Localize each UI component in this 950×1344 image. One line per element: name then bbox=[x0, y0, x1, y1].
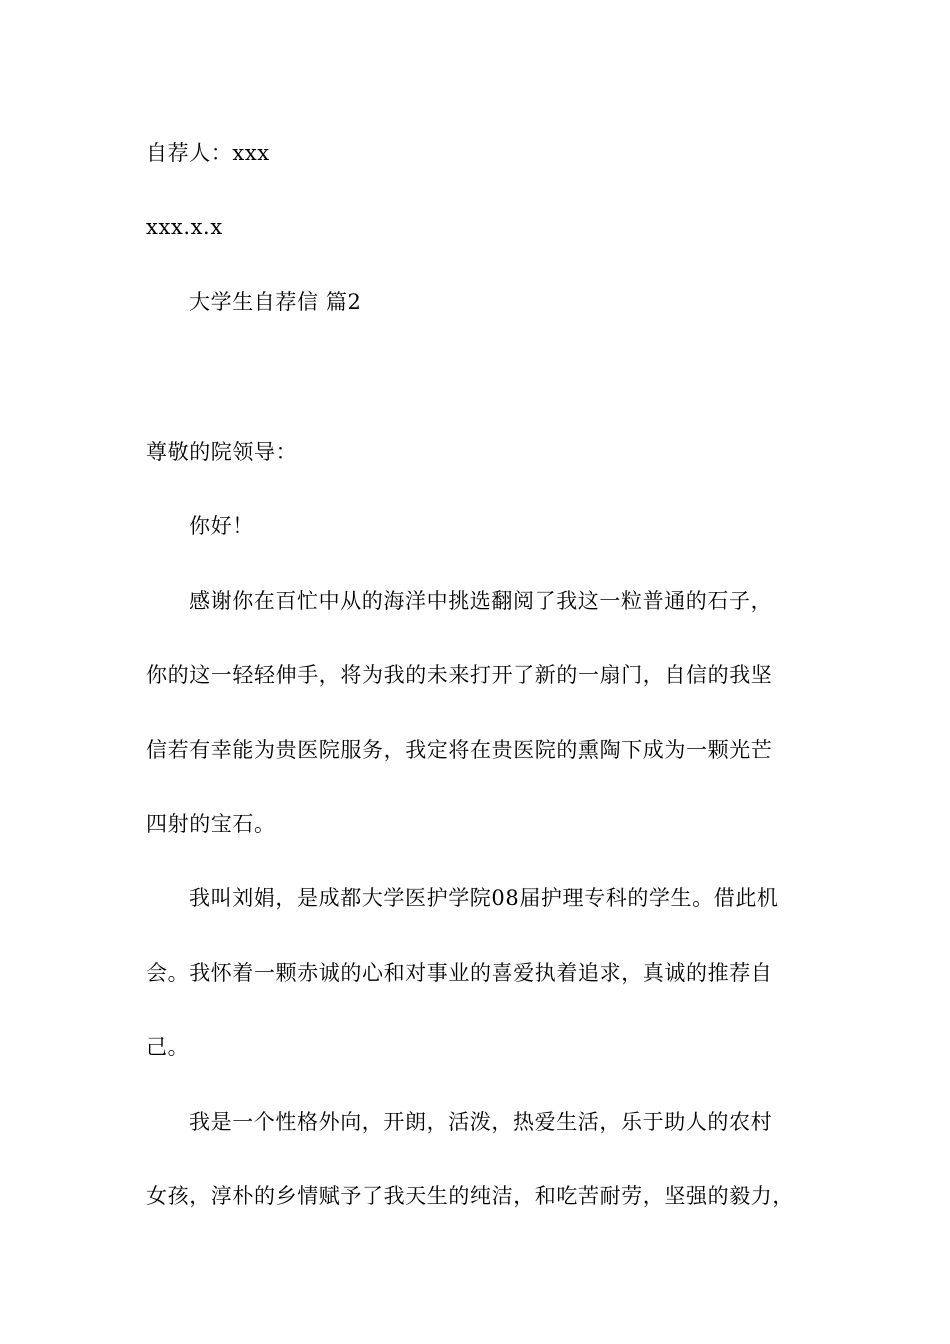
section-heading: 大学生自荐信 篇2 bbox=[189, 290, 362, 314]
paragraph-1-line-4: 四射的宝石。 bbox=[146, 812, 276, 836]
paragraph-3-line-2: 女孩，淳朴的乡情赋予了我天生的纯洁，和吃苦耐劳，坚强的毅力， bbox=[146, 1184, 794, 1208]
paragraph-1-line-1: 感谢你在百忙中从的海洋中挑选翻阅了我这一粒普通的石子， bbox=[189, 589, 773, 613]
paragraph-2-line-3: 己。 bbox=[146, 1035, 190, 1059]
signature-label: 自荐人：xxx bbox=[146, 141, 270, 165]
paragraph-1-line-3: 信若有幸能为贵医院服务，我定将在贵医院的熏陶下成为一颗光芒 bbox=[146, 738, 773, 762]
paragraph-2-line-1: 我叫刘娟，是成都大学医护学院08届护理专科的学生。借此机 bbox=[189, 886, 779, 910]
salutation: 尊敬的院领导： bbox=[146, 440, 298, 464]
paragraph-3-line-1: 我是一个性格外向，开朗，活泼，热爱生活，乐于助人的农村 bbox=[189, 1110, 773, 1134]
paragraph-2-line-2: 会。我怀着一颗赤诚的心和对事业的喜爱执着追求，真诚的推荐自 bbox=[146, 961, 773, 985]
paragraph-1-line-2: 你的这一轻轻伸手，将为我的未来打开了新的一扇门，自信的我坚 bbox=[146, 663, 773, 687]
greeting: 你好！ bbox=[189, 514, 254, 538]
signature-date: xxx.x.x bbox=[146, 215, 223, 239]
